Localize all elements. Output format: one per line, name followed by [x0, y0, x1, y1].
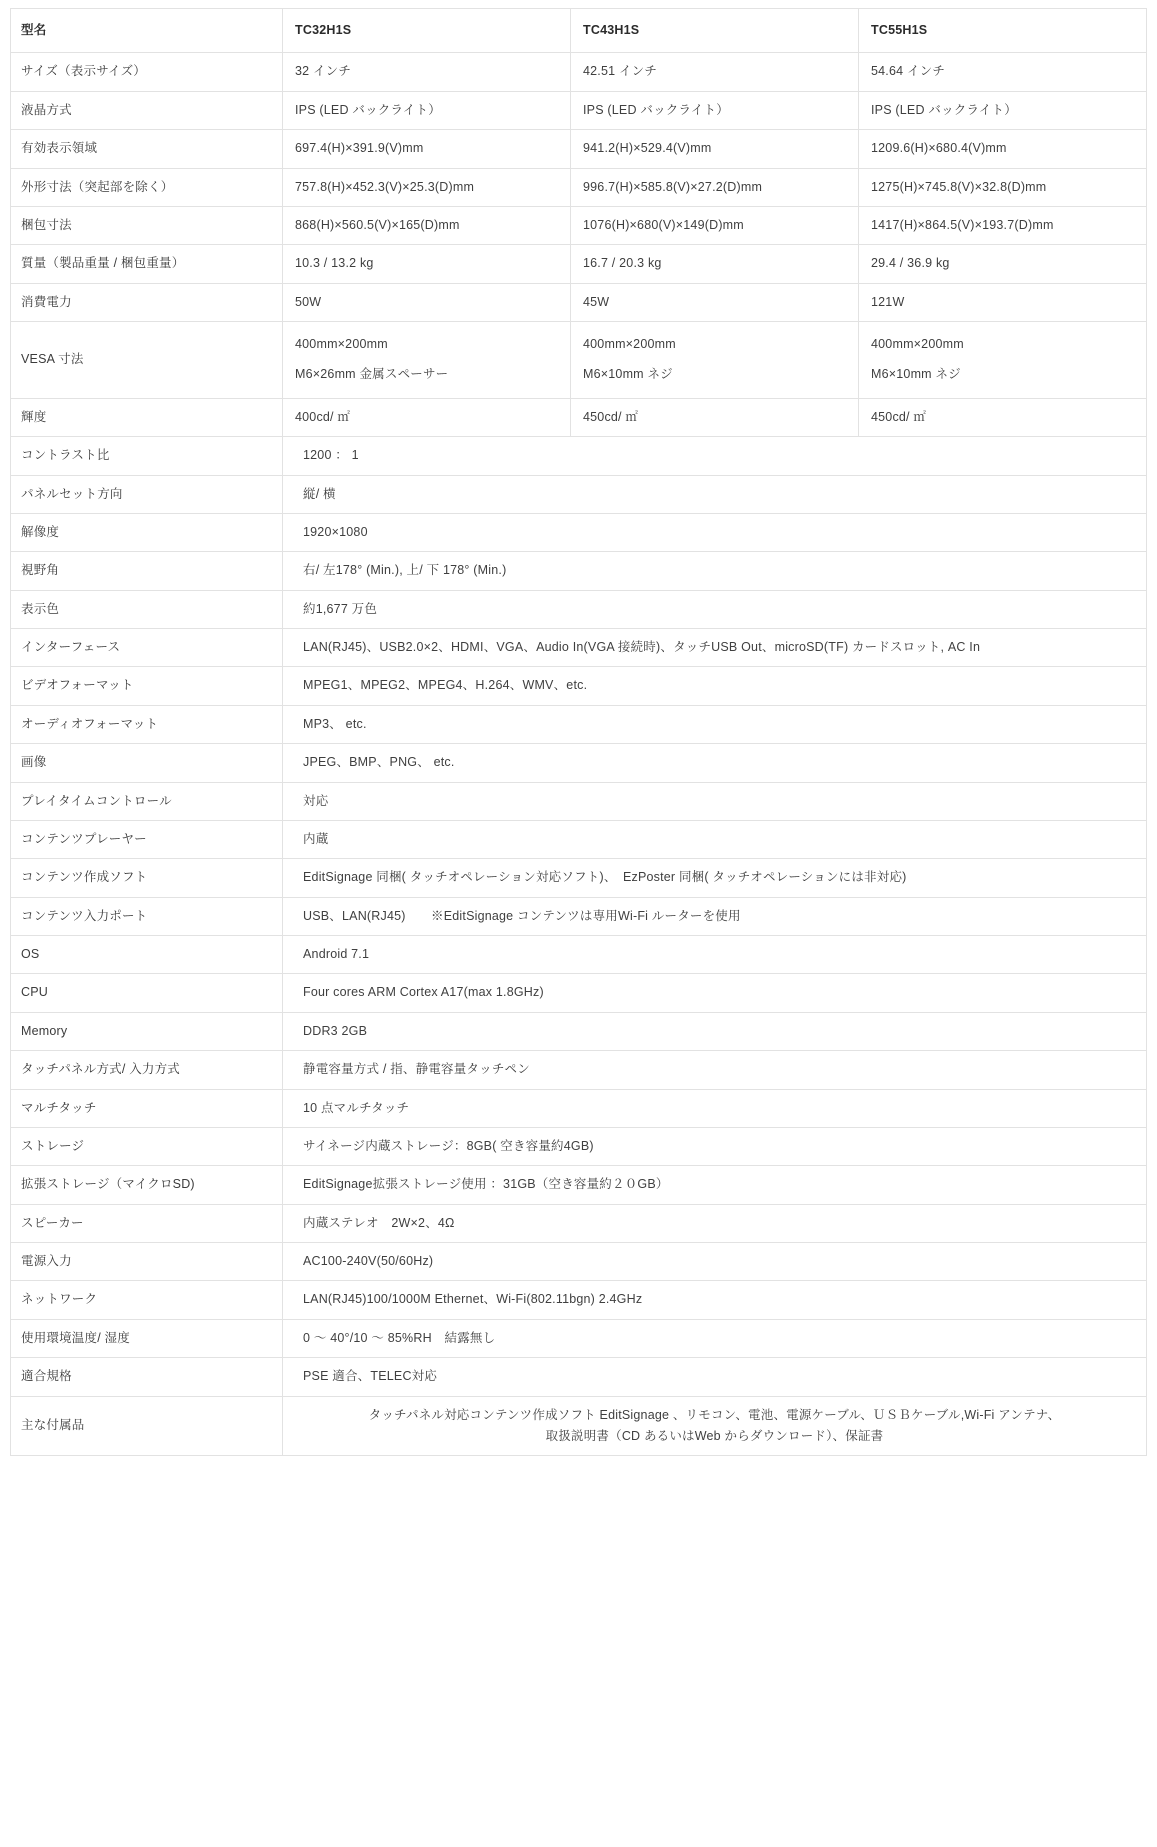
row-label: インターフェース [11, 629, 283, 667]
row-value: 54.64 インチ [859, 53, 1147, 91]
row-label: 質量（製品重量 / 梱包重量） [11, 245, 283, 283]
row-label: 画像 [11, 744, 283, 782]
vesa-screw: M6×26mm 金属スペーサー [295, 367, 449, 382]
table-row [11, 629, 1147, 667]
row-value-span [283, 475, 1147, 513]
table-row [11, 974, 1147, 1012]
row-value: 121W [859, 283, 1147, 321]
header-label-model: 型名 [11, 9, 283, 53]
row-value-span [283, 705, 1147, 743]
vesa-size: 400mm×200mm [871, 337, 964, 351]
row-value-multiline [283, 322, 571, 399]
row-value-text: 約1,677 万色 [303, 601, 378, 616]
header-model-2: TC43H1S [571, 9, 859, 53]
row-label: 消費電力 [11, 283, 283, 321]
table-row [11, 91, 1147, 129]
row-label: 適合規格 [11, 1358, 283, 1396]
row-label: 表示色 [11, 590, 283, 628]
table-row [11, 1204, 1147, 1242]
table-row [11, 168, 1147, 206]
table-row [11, 744, 1147, 782]
table-row [11, 245, 1147, 283]
table-row [11, 552, 1147, 590]
row-value-text: PSE 適合、TELEC対応 [303, 1369, 438, 1384]
table-row [11, 1012, 1147, 1050]
row-value-span [283, 1358, 1147, 1396]
row-value-span [283, 513, 1147, 551]
table-row [11, 283, 1147, 321]
table-row-accessories [11, 1396, 1147, 1456]
row-value-text: MPEG1、MPEG2、MPEG4、H.264、WMV、etc. [303, 678, 588, 693]
row-value-span [283, 782, 1147, 820]
table-row [11, 859, 1147, 897]
table-header-row [11, 9, 1147, 53]
table-row [11, 1166, 1147, 1204]
row-value-span [283, 1051, 1147, 1089]
table-row [11, 1319, 1147, 1357]
row-label: パネルセット方向 [11, 475, 283, 513]
table-row-vesa [11, 322, 1147, 399]
header-model-1: TC32H1S [283, 9, 571, 53]
table-row [11, 897, 1147, 935]
row-label: スピーカー [11, 1204, 283, 1242]
row-value: 450cd/ ㎡ [571, 398, 859, 436]
row-label: 電源入力 [11, 1243, 283, 1281]
row-value: 757.8(H)×452.3(V)×25.3(D)mm [283, 168, 571, 206]
row-value: 10.3 / 13.2 kg [283, 245, 571, 283]
row-label: 外形寸法（突起部を除く） [11, 168, 283, 206]
table-row [11, 437, 1147, 475]
row-value-text: 1920×1080 [303, 524, 368, 539]
row-value-span [283, 629, 1147, 667]
row-value-text: 内蔵 [303, 831, 329, 846]
row-label: ネットワーク [11, 1281, 283, 1319]
row-label: マルチタッチ [11, 1089, 283, 1127]
row-label: Memory [11, 1012, 283, 1050]
specification-table-body [11, 9, 1147, 1456]
row-value: 1417(H)×864.5(V)×193.7(D)mm [859, 206, 1147, 244]
table-row [11, 936, 1147, 974]
row-value-text: LAN(RJ45)、USB2.0×2、HDMI、VGA、Audio In(VGA 接続時)、タッチUSB Out、microSD(TF) カードスロット, AC In [303, 640, 981, 654]
table-row [11, 1051, 1147, 1089]
row-label: CPU [11, 974, 283, 1012]
row-value-span [283, 897, 1147, 935]
row-label: プレイタイムコントロール [11, 782, 283, 820]
row-value-accessories [283, 1396, 1147, 1456]
row-label: 使用環境温度/ 湿度 [11, 1319, 283, 1357]
row-value-span [283, 1012, 1147, 1050]
table-row [11, 820, 1147, 858]
row-value-text: LAN(RJ45)100/1000M Ethernet、Wi-Fi(802.11bgn) 2.4GHz [303, 1292, 643, 1307]
row-value-span [283, 1243, 1147, 1281]
row-value: IPS (LED バックライト） [571, 91, 859, 129]
row-label: 輝度 [11, 398, 283, 436]
row-label: OS [11, 936, 283, 974]
table-row [11, 705, 1147, 743]
row-value-text: Android 7.1 [303, 947, 370, 961]
row-value-text: USB、LAN(RJ45) ※EditSignage コンテンツは専用Wi-Fi ルーターを使用 [303, 908, 741, 923]
row-value-text: 0 ～ 40°/10 ～ 85%RH 結露無し [303, 1330, 496, 1345]
row-label: 視野角 [11, 552, 283, 590]
row-value-text: Four cores ARM Cortex A17(max 1.8GHz) [303, 985, 544, 1000]
row-value-text: サイネージ内蔵ストレージ：8GB( 空き容量約4GB) [303, 1138, 594, 1153]
row-value-text: EditSignage拡張ストレージ使用 ：31GB（空き容量約２０GB） [303, 1177, 669, 1192]
row-value: 42.51 インチ [571, 53, 859, 91]
row-value: 697.4(H)×391.9(V)mm [283, 130, 571, 168]
row-label: VESA 寸法 [11, 322, 283, 399]
table-row [11, 1089, 1147, 1127]
row-value-span [283, 1166, 1147, 1204]
row-value-text: 内蔵ステレオ 2W×2、4Ω [303, 1215, 455, 1230]
accessories-line-1: タッチパネル対応コンテンツ作成ソフト EditSignage 、リモコン、電池、電源ケーブル、ＵＳＢケーブル,Wi-Fi アンテナ、 [368, 1407, 1061, 1422]
table-row [11, 53, 1147, 91]
row-value-text: EditSignage 同梱( タッチオペレーション対応ソフト)、 EzPoster 同梱( タッチオペレーションには非対応) [303, 870, 907, 885]
row-value: 868(H)×560.5(V)×165(D)mm [283, 206, 571, 244]
row-label: サイズ（表示サイズ） [11, 53, 283, 91]
row-label: 梱包寸法 [11, 206, 283, 244]
row-value-text: 対応 [303, 793, 329, 808]
row-label: 拡張ストレージ（マイクロSD) [11, 1166, 283, 1204]
row-label: 主な付属品 [11, 1396, 283, 1456]
table-row [11, 398, 1147, 436]
table-row [11, 1281, 1147, 1319]
row-value: 1076(H)×680(V)×149(D)mm [571, 206, 859, 244]
row-label: 解像度 [11, 513, 283, 551]
row-value-span [283, 1127, 1147, 1165]
table-row [11, 667, 1147, 705]
row-value-text: 静電容量方式 / 指、静電容量タッチペン [303, 1062, 530, 1077]
row-label: オーディオフォーマット [11, 705, 283, 743]
row-value: 16.7 / 20.3 kg [571, 245, 859, 283]
row-value-text: AC100-240V(50/60Hz) [303, 1254, 434, 1268]
row-value: 32 インチ [283, 53, 571, 91]
row-value: 45W [571, 283, 859, 321]
row-value: 450cd/ ㎡ [859, 398, 1147, 436]
table-row [11, 1358, 1147, 1396]
row-label: コンテンツ作成ソフト [11, 859, 283, 897]
accessories-line-2: 取扱説明書（CD あるいはWeb からダウンロード）、保証書 [545, 1428, 884, 1443]
row-value-span [283, 1319, 1147, 1357]
row-value-span [283, 437, 1147, 475]
row-value: 400cd/ ㎡ [283, 398, 571, 436]
row-label: タッチパネル方式/ 入力方式 [11, 1051, 283, 1089]
vesa-size: 400mm×200mm [583, 337, 676, 351]
row-value-span [283, 590, 1147, 628]
row-value: IPS (LED バックライト） [283, 91, 571, 129]
row-value-text: 右/ 左178° (Min.), 上/ 下 178° (Min.) [303, 563, 507, 578]
row-value-span [283, 1204, 1147, 1242]
row-value-span [283, 552, 1147, 590]
row-value: 1275(H)×745.8(V)×32.8(D)mm [859, 168, 1147, 206]
table-row [11, 513, 1147, 551]
row-value-span [283, 1281, 1147, 1319]
row-value-text: 10 点マルチタッチ [303, 1100, 410, 1115]
vesa-size: 400mm×200mm [295, 337, 388, 351]
row-label: ビデオフォーマット [11, 667, 283, 705]
vesa-screw: M6×10mm ネジ [583, 367, 673, 382]
row-value-span [283, 667, 1147, 705]
table-row [11, 782, 1147, 820]
table-row [11, 1127, 1147, 1165]
table-row [11, 590, 1147, 628]
row-value: 29.4 / 36.9 kg [859, 245, 1147, 283]
header-model-3: TC55H1S [859, 9, 1147, 53]
row-value-text: 1200 ： 1 [303, 448, 359, 463]
vesa-screw: M6×10mm ネジ [871, 367, 961, 382]
specification-table [10, 8, 1147, 1456]
row-value: IPS (LED バックライト） [859, 91, 1147, 129]
row-label: ストレージ [11, 1127, 283, 1165]
row-value-text: MP3、 etc. [303, 716, 367, 731]
row-value-span [283, 744, 1147, 782]
row-label: コンテンツ入力ポート [11, 897, 283, 935]
table-row [11, 475, 1147, 513]
table-row [11, 130, 1147, 168]
table-row [11, 1243, 1147, 1281]
row-label: コントラスト比 [11, 437, 283, 475]
row-value-span [283, 1089, 1147, 1127]
row-value: 1209.6(H)×680.4(V)mm [859, 130, 1147, 168]
row-value-multiline [571, 322, 859, 399]
row-value-span [283, 859, 1147, 897]
row-value: 941.2(H)×529.4(V)mm [571, 130, 859, 168]
row-value-span [283, 936, 1147, 974]
row-value-span [283, 820, 1147, 858]
row-value-text: DDR3 2GB [303, 1023, 368, 1038]
row-value: 50W [283, 283, 571, 321]
row-label: コンテンツプレーヤー [11, 820, 283, 858]
row-value-multiline [859, 322, 1147, 399]
table-row [11, 206, 1147, 244]
row-value-text: JPEG、BMP、PNG、 etc. [303, 755, 455, 770]
row-label: 有効表示領域 [11, 130, 283, 168]
row-value-span [283, 974, 1147, 1012]
row-value: 996.7(H)×585.8(V)×27.2(D)mm [571, 168, 859, 206]
row-label: 液晶方式 [11, 91, 283, 129]
row-value-text: 縦/ 横 [303, 486, 336, 501]
